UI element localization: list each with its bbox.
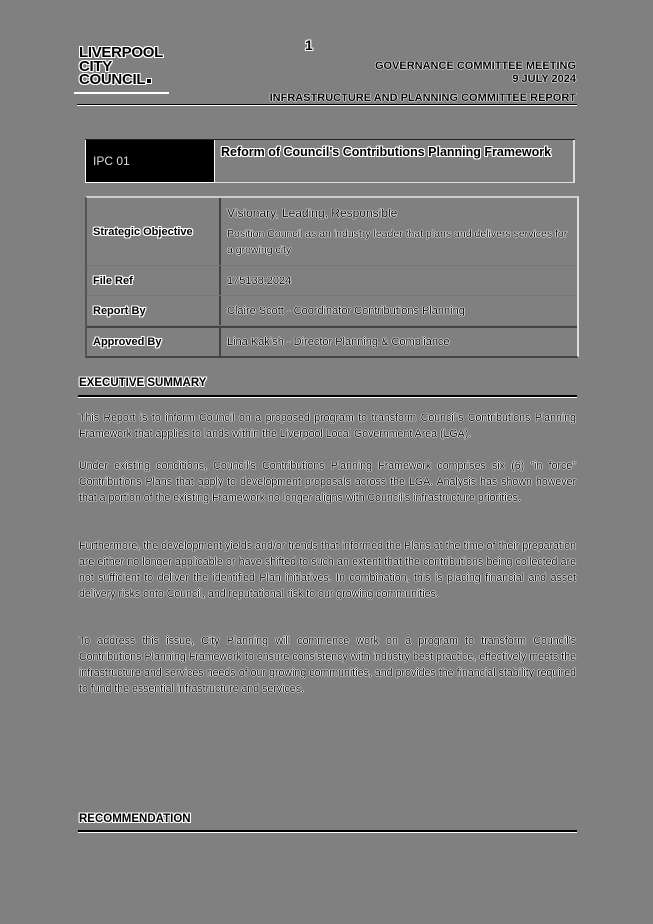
logo-underline [74, 92, 169, 94]
logo-line-2: CITY [79, 57, 112, 75]
info-label: Strategic Objective [87, 198, 221, 265]
logo-line-1: LIVERPOOL [79, 44, 163, 61]
recommendation-divider [78, 830, 577, 833]
info-row-file-ref [87, 266, 577, 296]
objective-description: Position Council as an industry leader that plans and delivers services for a growing city [227, 227, 568, 256]
executive-summary-heading: EXECUTIVE SUMMARY [79, 377, 207, 389]
summary-paragraph-3: Furthermore, the development yields and/or trends that informed the Plans at the time of their preparation are either no longer applicable or have shifted to such an extent that the contributions being collected are not sufficient to deliver the identified Plan initiatives. In combination, this is placing financial and asset delivery risks onto Council, and reputational risk to our growing communities. [79, 540, 576, 600]
recommendation-heading: RECOMMENDATION [79, 813, 191, 825]
executive-summary-divider [78, 395, 577, 398]
header-divider [77, 104, 577, 106]
report-title-block [85, 139, 575, 183]
info-label: Approved By [87, 328, 221, 356]
meeting-date: 9 JULY 2024 [512, 73, 576, 85]
summary-paragraph-2: Under existing conditions, Council's Contributions Planning Framework comprises six (6) "in force" Contributions Plans that apply to development proposals across the LGA. Analysis has shown however that a portion of the existing Framework no longer aligns with Council's infrastructure priorities. [79, 460, 576, 504]
info-row-approved-by [87, 326, 577, 356]
info-value: Claire Scott - Coordinator Contributions Planning [227, 304, 465, 317]
info-row-report-by [87, 296, 577, 326]
info-label: Report By [87, 296, 221, 325]
objective-title: Visionary, Leading, Responsible [227, 205, 398, 220]
meeting-title: GOVERNANCE COMMITTEE MEETING [374, 60, 576, 72]
report-code: IPC 01 [85, 140, 215, 183]
report-info-table [85, 196, 579, 358]
summary-paragraph-1: This Report is to inform Council on a proposed program to transform Council's Contributions Planning Framework that applies to lands within the Liverpool Local Government Area (LGA). [79, 412, 576, 440]
report-title: INFRASTRUCTURE AND PLANNING COMMITTEE REPORT [269, 92, 576, 104]
council-logo [79, 46, 163, 87]
report-subject: Reform of Council's Contributions Planning Framework [215, 140, 575, 183]
summary-paragraph-4: To address this issue, City Planning will commence work on a program to transform Council's Contributions Planning Framework to ensure consistency with industry best practice, effectively meets the infrastructure and services needs of our growing communities, and provides the financial stability required to fund the essential infrastructure and services. [79, 635, 576, 695]
info-value: 175138.2024 [227, 274, 292, 287]
logo-line-3: COUNCIL [79, 73, 163, 87]
meeting-info [375, 60, 576, 86]
logo-dot-icon [146, 78, 152, 84]
info-label: File Ref [87, 266, 221, 295]
info-row-strategic-objective [87, 198, 577, 266]
info-value: Lina Kakish - Director Planning & Compliance [227, 336, 450, 348]
info-value [221, 198, 577, 265]
page-number: 1 [305, 37, 313, 53]
